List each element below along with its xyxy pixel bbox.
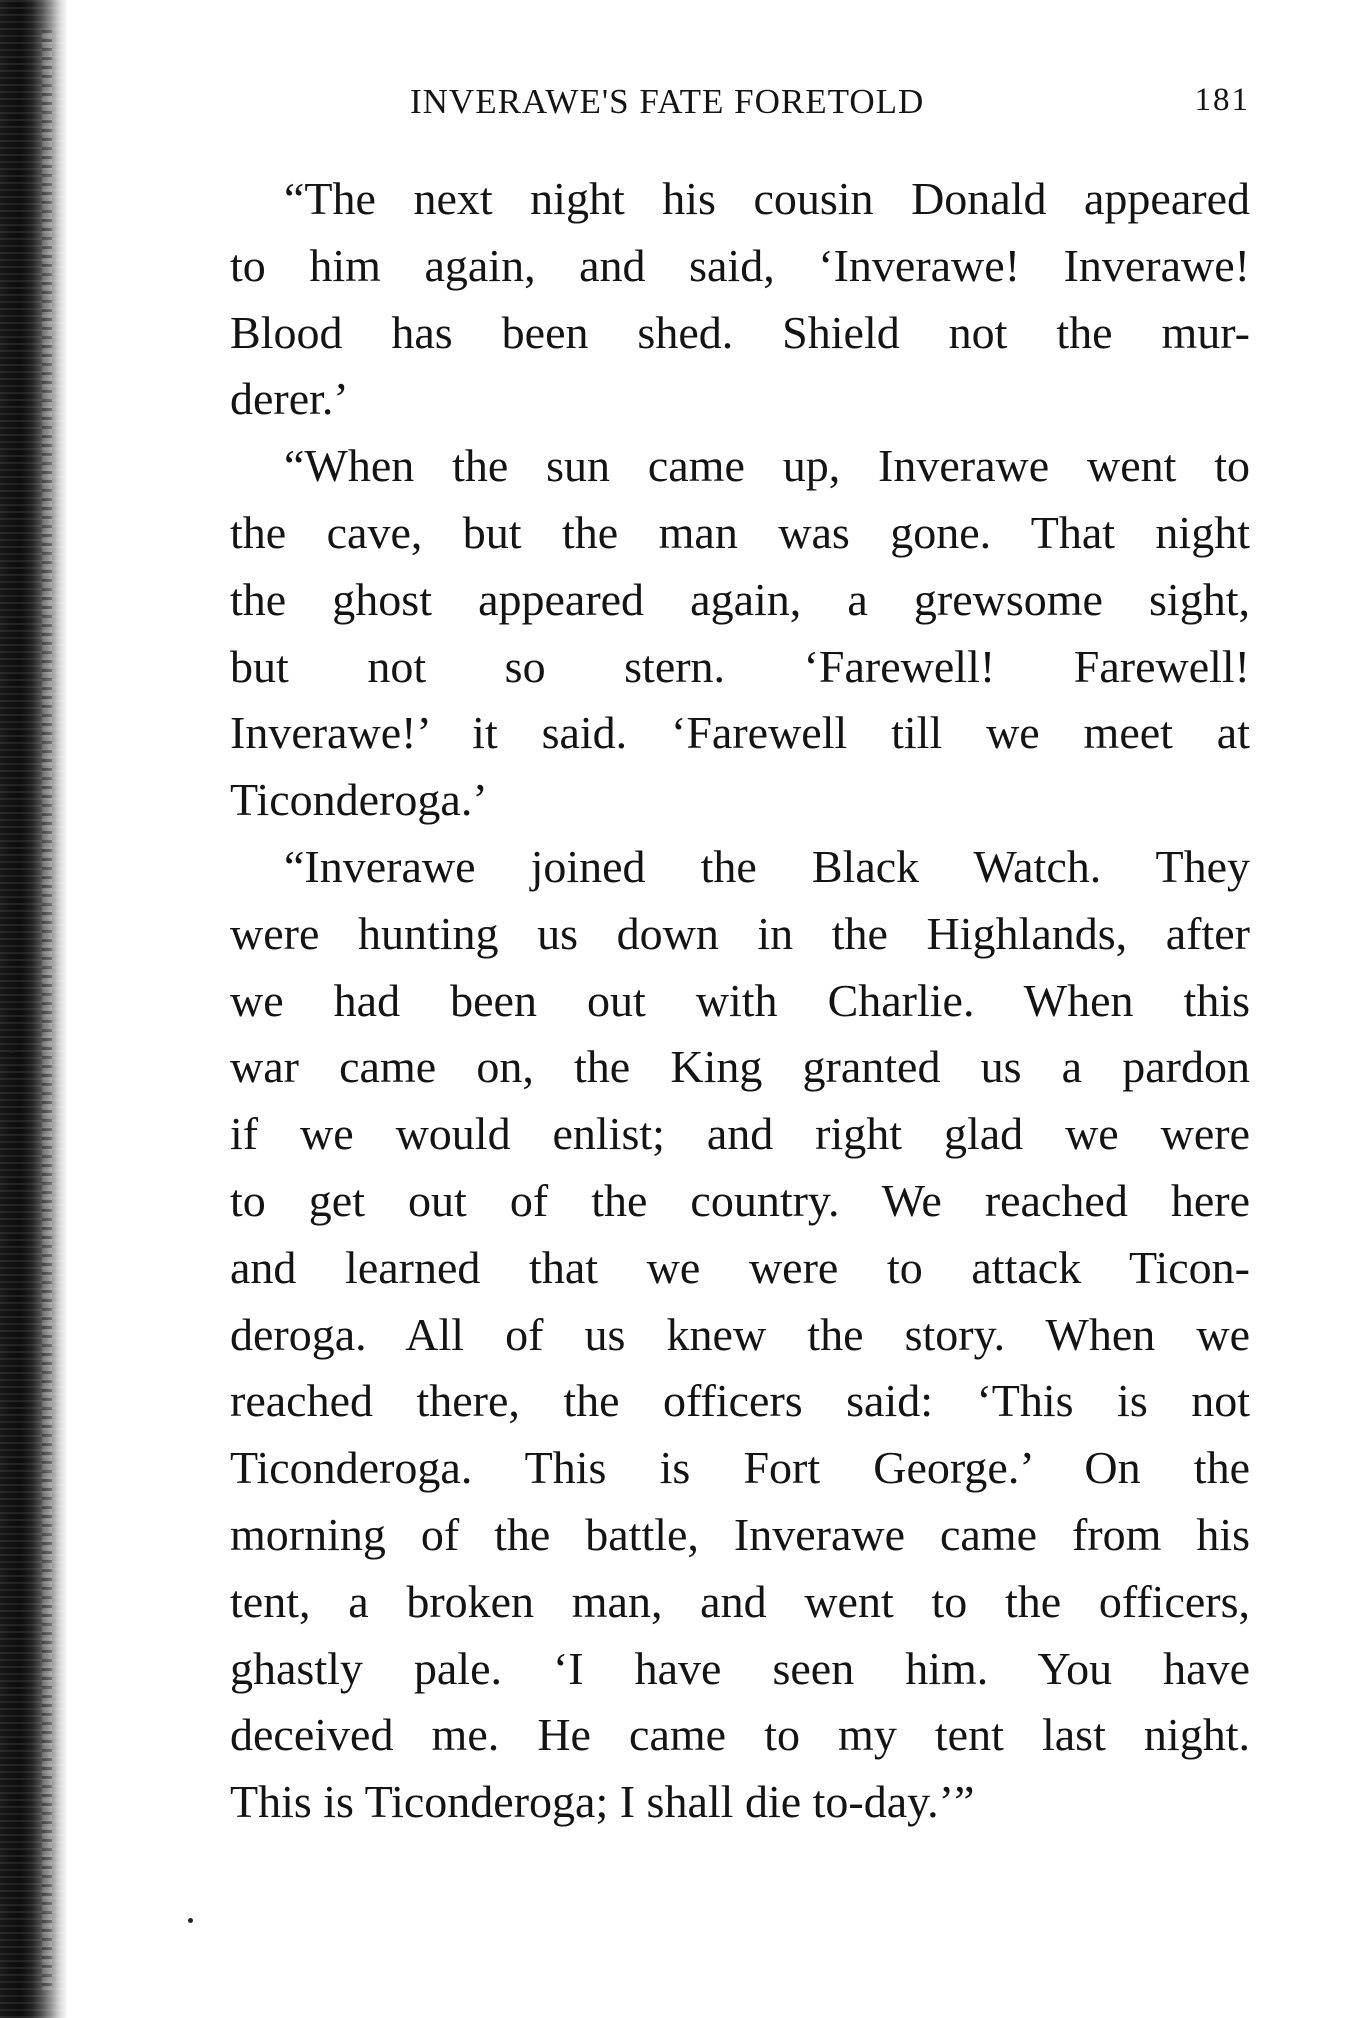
text-line: This is Ticonderoga; I shall die to-day.’” xyxy=(230,1776,975,1828)
text-line: Ticonderoga. This is Fort George.’ On the xyxy=(230,1442,1250,1494)
text-line: “The next night his cousin Donald appeared xyxy=(284,173,1250,224)
ink-speck xyxy=(188,1918,193,1923)
text-line: were hunting us down in the Highlands, after xyxy=(230,907,1250,959)
text-line: deroga. All of us knew the story. When we xyxy=(230,1308,1250,1360)
text-line: to him again, and said, ‘Inverawe! Inverawe! xyxy=(230,239,1250,291)
text-line: Blood has been shed. Shield not the mur- xyxy=(230,306,1250,358)
text-line: and learned that we were to attack Ticon- xyxy=(230,1241,1250,1293)
spine-edge-texture xyxy=(42,30,52,1990)
text-line: deceived me. He came to my tent last night. xyxy=(230,1709,1250,1761)
text-line: the ghost appeared again, a grewsome sight, xyxy=(230,573,1250,625)
book-spine-gutter xyxy=(0,0,68,2018)
text-line: reached there, the officers said: ‘This is not xyxy=(230,1375,1250,1427)
text-line: “Inverawe joined the Black Watch. They xyxy=(284,840,1250,892)
text-line: derer.’ xyxy=(230,373,349,425)
text-line: Inverawe!’ it said. ‘Farewell till we meet at xyxy=(230,707,1250,759)
page-header xyxy=(410,82,1250,132)
text-line: Ticonderoga.’ xyxy=(230,774,488,826)
page-number: 181 xyxy=(1194,82,1250,118)
text-line: ghastly pale. ‘I have seen him. You have xyxy=(230,1642,1250,1694)
text-line: to get out of the country. We reached here xyxy=(230,1174,1250,1226)
text-line: if we would enlist; and right glad we were xyxy=(230,1108,1250,1160)
text-line: tent, a broken man, and went to the officers, xyxy=(230,1575,1250,1627)
running-title: INVERAWE'S FATE FORETOLD xyxy=(410,82,925,121)
text-line: but not so stern. ‘Farewell! Farewell! xyxy=(230,640,1250,692)
text-line: the cave, but the man was gone. That night xyxy=(230,506,1250,558)
body-text xyxy=(230,166,1250,1836)
text-line: “When the sun came up, Inverawe went to xyxy=(284,440,1250,492)
text-line: war came on, the King granted us a pardon xyxy=(230,1041,1250,1093)
text-line: we had been out with Charlie. When this xyxy=(230,974,1250,1026)
text-line: morning of the battle, Inverawe came from his xyxy=(230,1508,1250,1560)
ink-speck xyxy=(10,1050,13,1053)
